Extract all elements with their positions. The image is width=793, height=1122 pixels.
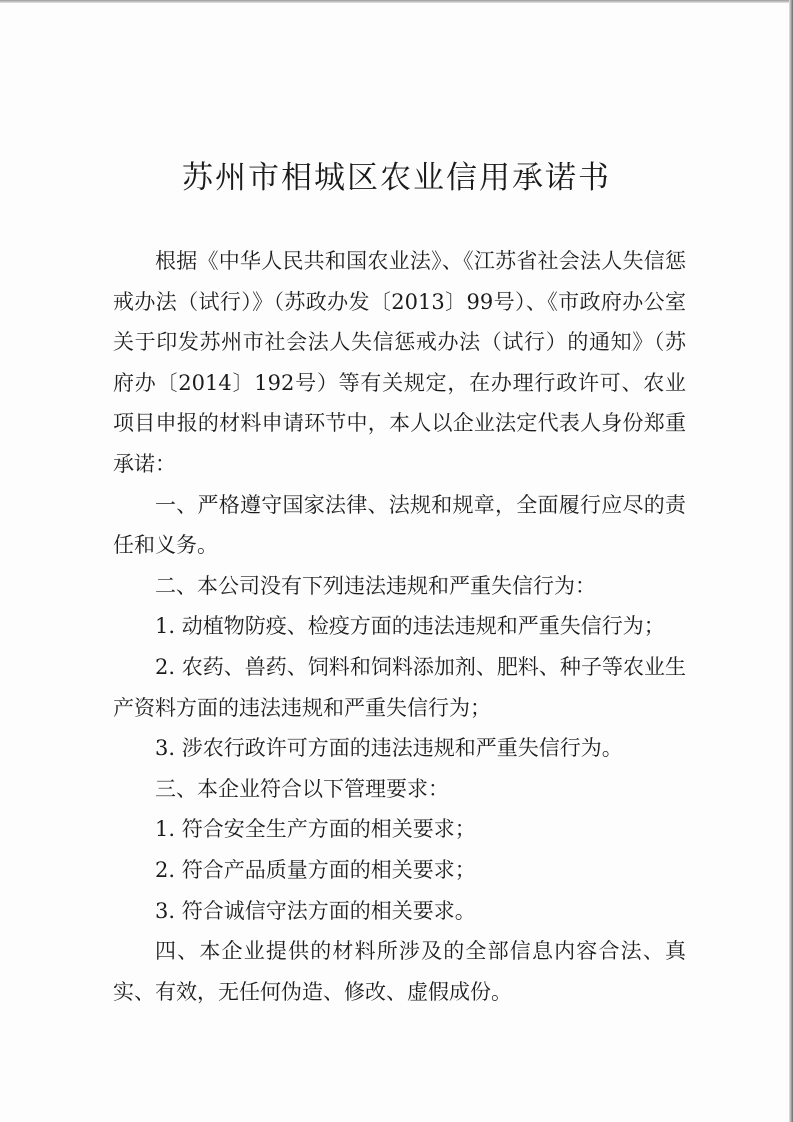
paragraph-clause-2-item-1: 1. 动植物防疫、检疫方面的违法违规和严重失信行为； xyxy=(155,614,665,639)
paragraph-preamble: 根据《中华人民共和国农业法》、《江苏省社会法人失信惩戒办法（试行）》（苏政办发〔2013〕99号）、《市政府办公室关于印发苏州市社会法人失信惩戒办法（试行）的通知》（苏府办〔2014〕192号）等有关规定，在办理行政许可、农业项目申报的材料申请环节中，本人以企业法定代表人身份郑重承诺： xyxy=(113,249,686,476)
document-title: 苏州市相城区农业信用承诺书 xyxy=(182,160,611,196)
paragraph-clause-2: 二、本公司没有下列违法违规和严重失信行为： xyxy=(155,573,596,598)
scan-edge-top xyxy=(0,0,793,3)
paragraph-clause-2-item-3: 3. 涉农行政许可方面的违法违规和严重失信行为。 xyxy=(155,736,623,761)
paragraph-clause-3-item-1: 1. 符合安全生产方面的相关要求； xyxy=(155,817,476,842)
paragraph-clause-2-item-2: 2. 农药、兽药、饲料和饲料添加剂、肥料、种子等农业生产资料方面的违法违规和严重失信行为； xyxy=(113,654,686,720)
paragraph-clause-1: 一、严格遵守国家法律、法规和规章，全面履行应尽的责任和义务。 xyxy=(113,492,686,558)
paragraph-clause-4: 四、本企业提供的材料所涉及的全部信息内容合法、真实、有效，无任何伪造、修改、虚假成份。 xyxy=(113,939,686,1004)
paragraph-clause-3-item-3: 3. 符合诚信守法方面的相关要求。 xyxy=(155,898,476,923)
paragraph-clause-3-item-2: 2. 符合产品质量方面的相关要求； xyxy=(155,857,476,882)
document-body xyxy=(113,241,686,1012)
paragraph-clause-3: 三、本企业符合以下管理要求： xyxy=(155,776,449,801)
